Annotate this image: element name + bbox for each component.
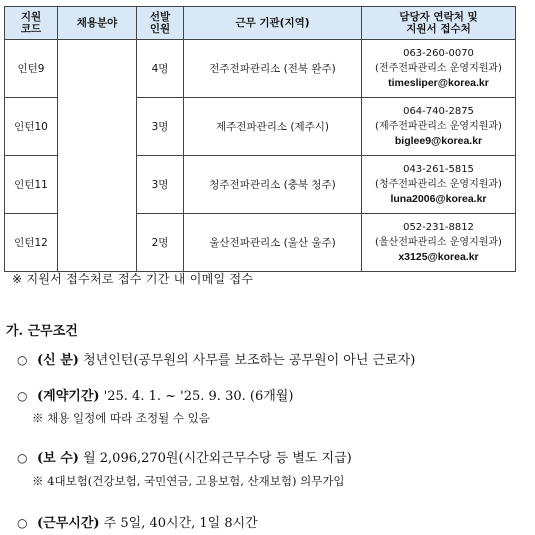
contact-email[interactable]: timesliper@korea.kr — [388, 77, 489, 89]
condition-item-status — [17, 349, 415, 368]
contact-dept: (청주전파관리소 운영지원과) — [375, 179, 502, 190]
contact-phone: 043-261-5815 — [403, 164, 474, 175]
cell-org: 청주전파관리소 (충북 청주) — [184, 156, 362, 214]
cell-org: 제주전파관리소 (제주시) — [184, 98, 362, 156]
cell-contact — [362, 214, 516, 272]
contact-email[interactable]: luna2006@korea.kr — [390, 193, 487, 205]
recruitment-table — [4, 6, 516, 272]
bullet-icon: ○ — [17, 389, 28, 403]
cell-org: 전주전파관리소 (전북 완주) — [184, 40, 362, 98]
contact-dept: (전주전파관리소 운영지원과) — [375, 63, 502, 74]
bullet-icon: ○ — [17, 516, 28, 530]
header-contact — [362, 7, 516, 40]
condition-item-pay — [17, 447, 352, 466]
header-contact-line2: 지원서 접수처 — [406, 23, 471, 35]
header-code-line2: 코드 — [20, 23, 42, 35]
cell-code: 인턴9 — [5, 40, 58, 98]
cell-code: 인턴11 — [5, 156, 58, 214]
header-count-line2: 인원 — [149, 23, 171, 35]
section-title: 가. 근무조건 — [6, 324, 78, 339]
cell-contact — [362, 40, 516, 98]
cell-count: 4명 — [137, 40, 184, 98]
cell-count: 2명 — [137, 214, 184, 272]
contact-phone: 063-260-0070 — [403, 48, 474, 59]
cell-code: 인턴10 — [5, 98, 58, 156]
item-text: 월 2,096,270원(시간외근무수당 등 별도 지급) — [78, 451, 352, 466]
header-count-line1: 선발 — [149, 11, 171, 23]
item-label: (근무시간) — [37, 516, 100, 531]
item-text: '25. 4. 1. ~ '25. 9. 30. (6개월) — [99, 389, 294, 404]
header-count — [137, 7, 184, 40]
item-label: (계약기간) — [37, 389, 100, 404]
item-text: 청년인턴(공무원의 사무를 보조하는 공무원이 아닌 근로자) — [78, 353, 416, 368]
table-row — [5, 40, 516, 98]
cell-org: 울산전파관리소 (울산 울주) — [184, 214, 362, 272]
item-label: (보 수) — [37, 451, 79, 466]
bullet-icon: ○ — [17, 451, 28, 465]
condition-subnote-pay: ※ 4대보험(건강보험, 국민연금, 고용보험, 산재보험) 의무가입 — [32, 474, 345, 488]
cell-contact — [362, 98, 516, 156]
submission-note: ※ 지원서 접수처로 접수 기간 내 이메일 접수 — [12, 272, 254, 286]
condition-item-period — [17, 385, 293, 404]
contact-email[interactable]: x3125@korea.kr — [398, 251, 479, 263]
contact-phone: 064-740-2875 — [403, 106, 474, 117]
header-code-line1: 지원 — [20, 11, 42, 23]
contact-dept: (제주전파관리소 운영지원과) — [375, 121, 502, 132]
item-label: (신 분) — [37, 353, 79, 368]
contact-phone: 052-231-8812 — [403, 222, 474, 233]
cell-contact — [362, 156, 516, 214]
header-field: 채용분야 — [58, 7, 137, 40]
cell-count: 3명 — [137, 98, 184, 156]
cell-field — [58, 40, 137, 272]
table-header-row — [5, 7, 516, 40]
bullet-icon: ○ — [17, 353, 28, 367]
cell-code: 인턴12 — [5, 214, 58, 272]
contact-dept: (울산전파관리소 운영지원과) — [375, 237, 502, 248]
header-contact-line1: 담당자 연락처 및 — [399, 11, 478, 23]
header-org: 근무 기관(지역) — [184, 7, 362, 40]
condition-subnote-period: ※ 채용 일정에 따라 조정될 수 있음 — [32, 411, 210, 425]
contact-email[interactable]: biglee9@korea.kr — [394, 135, 483, 147]
item-text: 주 5일, 40시간, 1일 8시간 — [99, 516, 258, 531]
cell-count: 3명 — [137, 156, 184, 214]
header-code — [5, 7, 58, 40]
condition-item-hours — [17, 512, 258, 531]
